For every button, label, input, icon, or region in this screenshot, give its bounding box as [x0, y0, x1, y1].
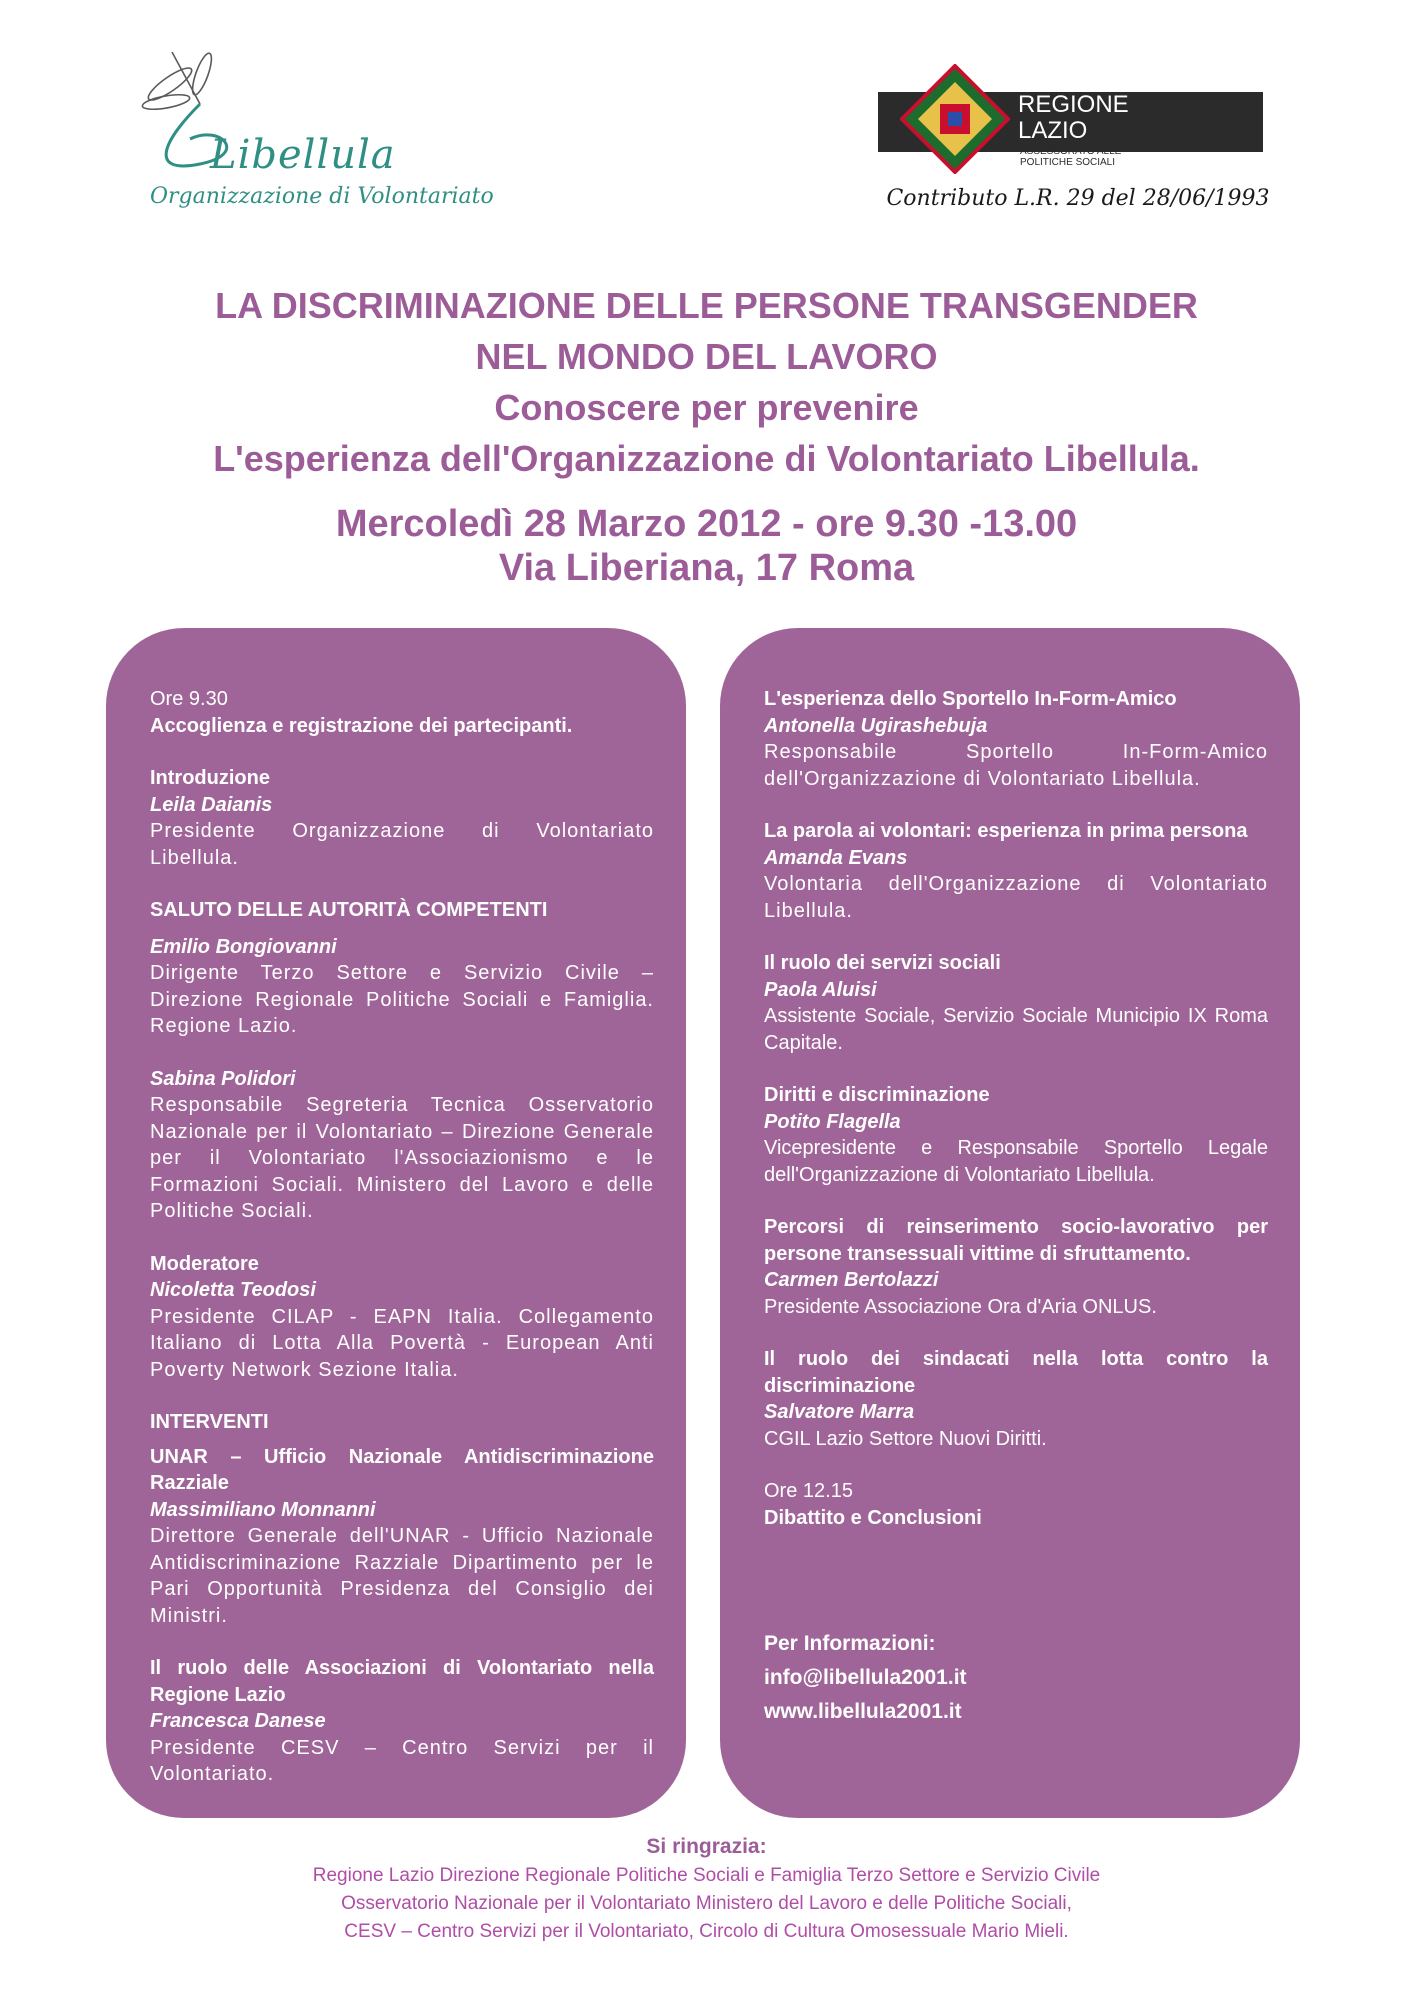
item-title: INTERVENTI	[150, 1411, 269, 1433]
agenda-item	[764, 686, 1268, 792]
headline-line4: L'esperienza dell'Organizzazione di Volontariato Libellula.	[213, 438, 1200, 479]
agenda-item	[764, 950, 1268, 1056]
libellula-logo	[130, 44, 494, 224]
speaker-name: Sabina Polidori	[150, 1067, 296, 1090]
speaker-role: Assistente Sociale, Servizio Sociale Municipio IX Roma Capitale.	[764, 1005, 1268, 1054]
org-subtitle: Organizzazione di Volontariato	[150, 184, 494, 209]
speaker-role: Presidente Associazione Ora d'Aria ONLUS.	[764, 1295, 1157, 1318]
agenda-item	[764, 1214, 1268, 1320]
event-date: Mercoledì 28 Marzo 2012 - ore 9.30 -13.00	[335, 503, 1078, 545]
item-time: Ore 9.30	[150, 688, 228, 710]
agenda-item	[150, 897, 654, 1040]
regional-emblem-icon	[900, 64, 1010, 174]
logo-subtitle-line1: ASSESSORATO ALLE	[1020, 146, 1122, 157]
speaker-name: Leila Daianis	[150, 793, 273, 816]
agenda-item	[764, 1346, 1268, 1452]
agenda-item	[764, 1478, 1268, 1531]
speaker-name: Carmen Bertolazzi	[764, 1269, 939, 1291]
contact-website-link[interactable]: www.libellula2001.it	[764, 1700, 962, 1723]
item-title: L'esperienza dello Sportello In-Form-Amico	[764, 688, 1177, 710]
headline	[0, 280, 1413, 484]
item-title: Introduzione	[150, 767, 270, 789]
speaker-role: Vicepresidente e Responsabile Sportello Legale dell'Organizzazione di Volontariato Libellula.	[764, 1137, 1268, 1186]
headline-line2: NEL MONDO DEL LAVORO	[475, 336, 938, 377]
contact-info	[764, 1627, 1268, 1729]
speaker-role: Responsabile Sportello In-Form-Amico dell'Organizzazione di Volontariato Libellula.	[764, 741, 1268, 790]
speaker-name: Francesca Danese	[150, 1710, 326, 1732]
logo-title	[1018, 92, 1129, 144]
contributo-text: Contributo L.R. 29 del 28/06/1993	[886, 186, 1270, 211]
speaker-role: Presidente CESV – Centro Servizi per il Volontariato.	[150, 1736, 654, 1785]
item-title: Diritti e discriminazione	[764, 1084, 990, 1106]
speaker-role: Direttore Generale dell'UNAR - Ufficio Nazionale Antidiscriminazione Razziale Dipartimento per le Pari Opportunità Presidenza del Consiglio dei Ministri.	[150, 1525, 654, 1627]
speaker-role: Responsabile Segreteria Tecnica Osservatorio Nazionale per il Volontariato – Direzione Generale per il Volontariato l'Associazionismo e le Formazioni Sociali. Ministero del Lavoro e delle Politiche Sociali.	[150, 1094, 654, 1222]
speaker-name: Amanda Evans	[764, 846, 908, 869]
item-time: Ore 12.15	[764, 1480, 853, 1502]
logo-subtitle-line2: POLITICHE SOCIALI	[1020, 157, 1116, 168]
event-details	[0, 502, 1413, 590]
agenda-item	[150, 1409, 654, 1629]
speaker-name: Potito Flagella	[764, 1110, 901, 1133]
headline-line3: Conoscere per prevenire	[494, 387, 919, 428]
speaker-role: Presidente Organizzazione di Volontariato Libellula.	[150, 820, 654, 869]
agenda-item	[150, 1655, 654, 1788]
speaker-name: Antonella Ugirashebuja	[764, 714, 988, 737]
agenda-item	[150, 765, 654, 871]
regione-lazio-logo	[878, 62, 1278, 222]
speaker-name: Salvatore Marra	[764, 1401, 915, 1423]
item-title: Moderatore	[150, 1252, 259, 1275]
item-title: Il ruolo dei servizi sociali	[764, 952, 1001, 974]
speaker-name: Paola Aluisi	[764, 978, 877, 1001]
logo-title-line1: REGIONE	[1018, 91, 1129, 118]
item-title: Dibattito e Conclusioni	[764, 1506, 982, 1529]
logo-title-line2: LAZIO	[1018, 117, 1088, 144]
item-title: Accoglienza e registrazione dei partecipanti.	[150, 714, 573, 737]
contact-email-link[interactable]: info@libellula2001.it	[764, 1666, 967, 1689]
logo-subtitle	[1020, 146, 1121, 168]
program-right-panel	[720, 628, 1300, 1818]
headline-line1: LA DISCRIMINAZIONE DELLE PERSONE TRANSGENDER	[215, 285, 1198, 326]
speaker-role: Volontaria dell'Organizzazione di Volontariato Libellula.	[764, 873, 1268, 922]
agenda-item	[150, 1251, 654, 1384]
item-title: Percorsi di reinserimento socio-lavorativo per persone transessuali vittime di sfruttamento.	[764, 1216, 1268, 1265]
agenda-item	[764, 1082, 1268, 1188]
item-title: Il ruolo dei sindacati nella lotta contro la discriminazione	[764, 1348, 1268, 1397]
item-subtitle: UNAR – Ufficio Nazionale Antidiscriminazione Razziale	[150, 1445, 654, 1494]
speaker-role: CGIL Lazio Settore Nuovi Diritti.	[764, 1427, 1047, 1450]
acknowledgements-line: Osservatorio Nazionale per il Volontariato Ministero del Lavoro e delle Politiche Sociali,	[341, 1893, 1072, 1914]
speaker-name: Massimiliano Monnanni	[150, 1498, 376, 1521]
speaker-role: Dirigente Terzo Settore e Servizio Civile – Direzione Regionale Politiche Sociali e Famiglia. Regione Lazio.	[150, 962, 654, 1037]
speaker-name: Nicoletta Teodosi	[150, 1279, 316, 1301]
item-title: Il ruolo delle Associazioni di Volontariato nella Regione Lazio	[150, 1657, 654, 1706]
contact-label: Per Informazioni:	[764, 1632, 936, 1655]
speaker-name: Emilio Bongiovanni	[150, 935, 337, 958]
logo-word: Libellula	[210, 132, 396, 178]
acknowledgements-title: Si ringrazia:	[646, 1835, 767, 1858]
speaker-role: Presidente CILAP - EAPN Italia. Collegamento Italiano di Lotta Alla Povertà - European Anti Poverty Network Sezione Italia.	[150, 1305, 654, 1381]
event-place: Via Liberiana, 17 Roma	[498, 547, 915, 589]
agenda-item	[150, 686, 654, 739]
agenda-item	[764, 818, 1268, 924]
item-title: SALUTO DELLE AUTORITÀ COMPETENTI	[150, 899, 548, 921]
item-title: La parola ai volontari: esperienza in prima persona	[764, 820, 1248, 842]
program-left-panel	[106, 628, 686, 1818]
acknowledgements-line: CESV – Centro Servizi per il Volontariato, Circolo di Cultura Omosessuale Mario Mieli.	[344, 1921, 1069, 1942]
acknowledgements-line: Regione Lazio Direzione Regionale Politiche Sociali e Famiglia Terzo Settore e Servizio Civile	[312, 1865, 1101, 1886]
agenda-item	[150, 1066, 654, 1225]
acknowledgements	[0, 1832, 1413, 1946]
